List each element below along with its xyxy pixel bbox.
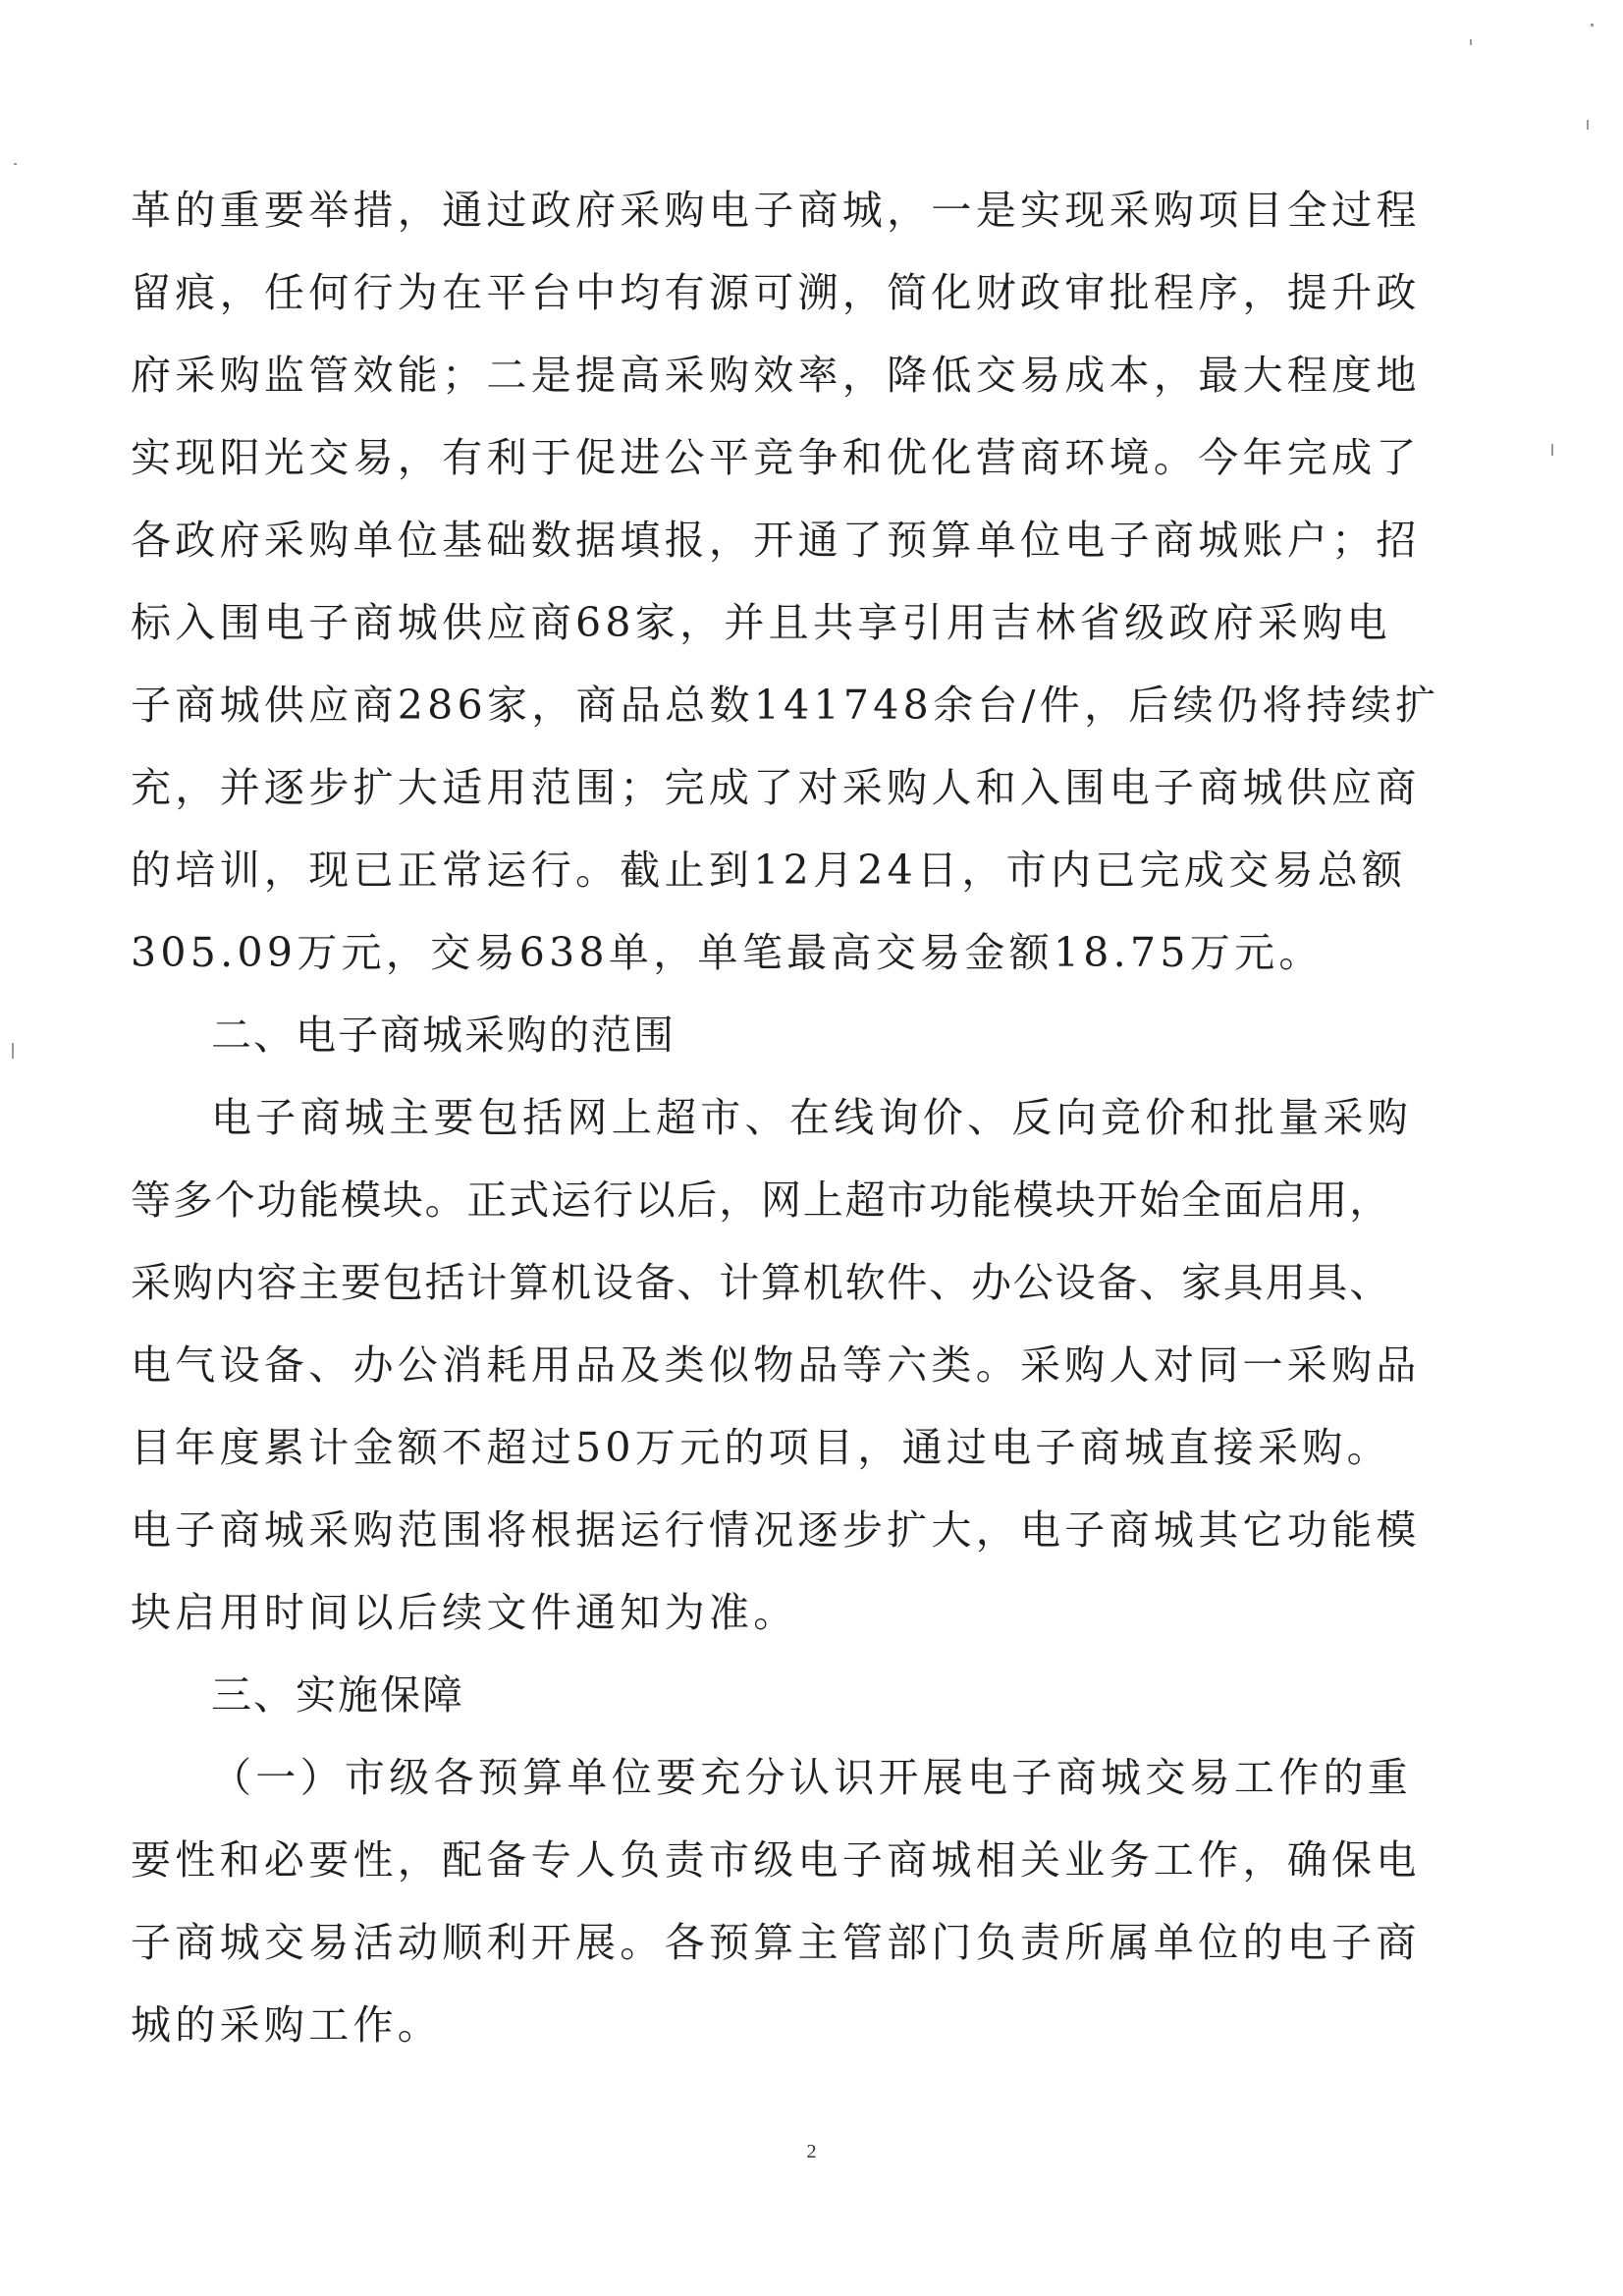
- paragraph-line: （一）市级各预算单位要充分认识开展电子商城交易工作的重: [211, 1754, 1413, 1801]
- paragraph-line: 要性和必要性，配备专人负责市级电子商城相关业务工作，确保电: [131, 1836, 1421, 1884]
- paragraph-line: 子商城交易活动顺利开展。各预算主管部门负责所属单位的电子商: [131, 1919, 1421, 1966]
- paragraph-line: 各政府采购单位基础数据填报，开通了预算单位电子商城账户；招: [131, 517, 1421, 564]
- scan-mark: [1551, 444, 1553, 456]
- scan-mark: [14, 163, 17, 165]
- paragraph-line: 的培训，现已正常运行。截止到12月24日，市内已完成交易总额: [131, 847, 1407, 894]
- paragraph-line: 实现阳光交易，有利于促进公平竞争和优化营商环境。今年完成了: [131, 434, 1421, 481]
- scan-mark: [1591, 24, 1594, 27]
- paragraph-line: 留痕，任何行为在平台中均有源可溯，简化财政审批程序，提升政: [131, 269, 1421, 316]
- page-number: 2: [806, 2141, 817, 2162]
- section-heading: 三、实施保障: [211, 1671, 464, 1719]
- section-heading: 二、电子商城采购的范围: [211, 1011, 676, 1059]
- paragraph-line: 目年度累计金额不超过50万元的项目，通过电子商城直接采购。: [131, 1424, 1391, 1471]
- scan-mark: [1587, 120, 1589, 130]
- paragraph-line: 电子商城采购范围将根据运行情况逐步扩大，电子商城其它功能模: [131, 1506, 1421, 1554]
- paragraph-line: 等多个功能模块。正式运行以后，网上超市功能模块开始全面启用，: [131, 1176, 1391, 1224]
- scan-mark: [12, 1043, 14, 1059]
- paragraph-line: 块启用时间以后续文件通知为准。: [131, 1589, 798, 1636]
- paragraph-line: 电子商城主要包括网上超市、在线询价、反向竞价和批量采购: [211, 1094, 1413, 1141]
- paragraph-line: 充，并逐步扩大适用范围；完成了对采购人和入围电子商城供应商: [131, 764, 1421, 811]
- paragraph-line: 府采购监管效能；二是提高采购效率，降低交易成本，最大程度地: [131, 352, 1421, 399]
- scan-mark: [1470, 39, 1472, 45]
- paragraph-line: 子商城供应商286家，商品总数141748余台/件，后续仍将持续扩: [131, 682, 1440, 729]
- document-body: [131, 169, 1440, 2066]
- paragraph-line: 城的采购工作。: [131, 2001, 443, 2049]
- paragraph-line: 标入围电子商城供应商68家，并且共享引用吉林省级政府采购电: [131, 599, 1391, 646]
- paragraph-line: 采购内容主要包括计算机设备、计算机软件、办公设备、家具用具、: [131, 1259, 1391, 1306]
- paragraph-line: 革的重要举措，通过政府采购电子商城，一是实现采购项目全过程: [131, 187, 1421, 234]
- paragraph-line: 305.09万元，交易638单，单笔最高交易金额18.75万元。: [131, 929, 1324, 976]
- paragraph-line: 电气设备、办公消耗用品及类似物品等六类。采购人对同一采购品: [131, 1341, 1421, 1389]
